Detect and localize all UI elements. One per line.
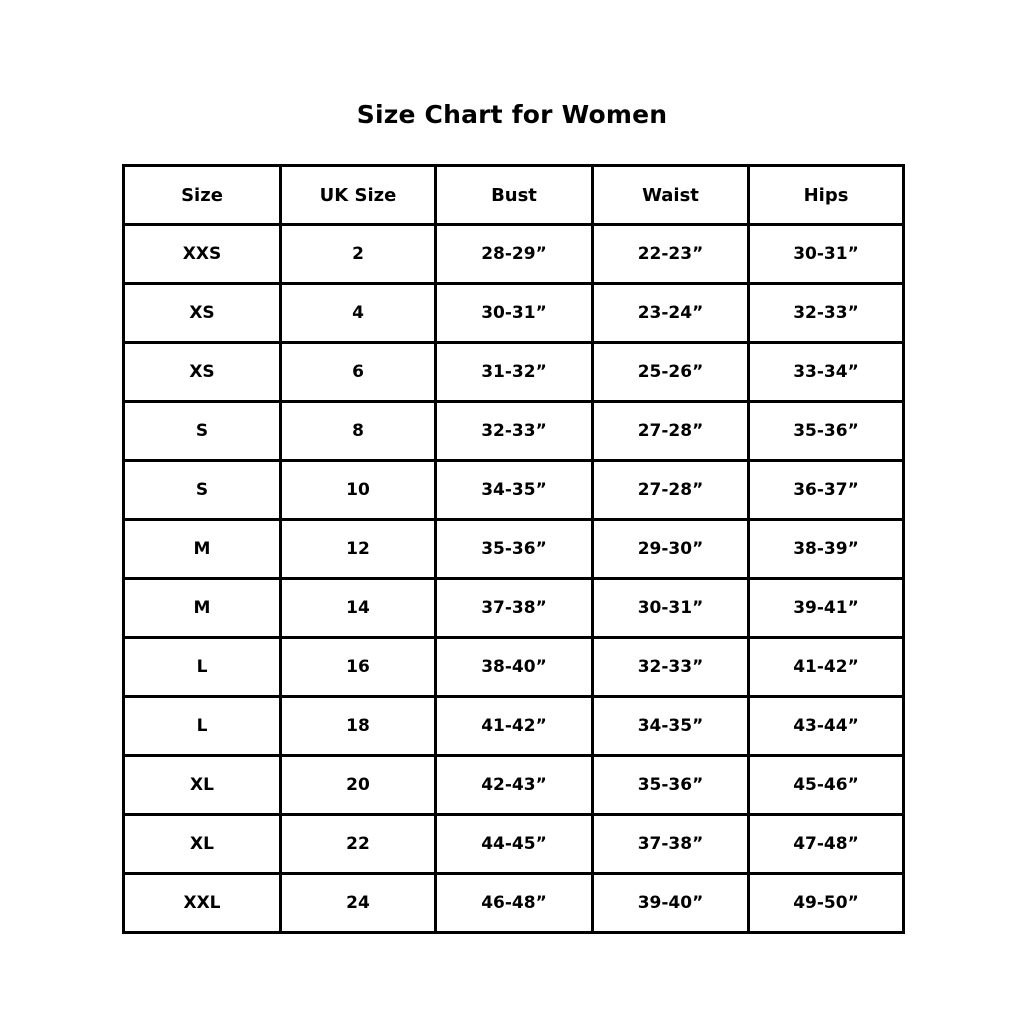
cell-size: M — [124, 520, 281, 579]
cell-hips: 39-41” — [749, 579, 904, 638]
cell-uk-size: 24 — [281, 874, 436, 933]
cell-size: L — [124, 638, 281, 697]
table-row — [124, 697, 904, 756]
cell-size: XXS — [124, 225, 281, 284]
cell-size: L — [124, 697, 281, 756]
cell-size: XS — [124, 284, 281, 343]
cell-bust: 32-33” — [436, 402, 593, 461]
column-header-hips: Hips — [749, 166, 904, 225]
table-row — [124, 225, 904, 284]
cell-waist: 25-26” — [593, 343, 749, 402]
cell-bust: 44-45” — [436, 815, 593, 874]
cell-bust: 34-35” — [436, 461, 593, 520]
cell-hips: 43-44” — [749, 697, 904, 756]
table-row — [124, 343, 904, 402]
cell-hips: 33-34” — [749, 343, 904, 402]
cell-uk-size: 2 — [281, 225, 436, 284]
cell-uk-size: 6 — [281, 343, 436, 402]
cell-hips: 36-37” — [749, 461, 904, 520]
cell-uk-size: 4 — [281, 284, 436, 343]
cell-size: XL — [124, 815, 281, 874]
column-header-bust: Bust — [436, 166, 593, 225]
cell-size: S — [124, 461, 281, 520]
cell-waist: 35-36” — [593, 756, 749, 815]
table-row — [124, 520, 904, 579]
cell-size: XXL — [124, 874, 281, 933]
cell-uk-size: 22 — [281, 815, 436, 874]
cell-uk-size: 12 — [281, 520, 436, 579]
cell-waist: 30-31” — [593, 579, 749, 638]
table-header-row — [124, 166, 904, 225]
cell-waist: 27-28” — [593, 461, 749, 520]
cell-bust: 37-38” — [436, 579, 593, 638]
column-header-waist: Waist — [593, 166, 749, 225]
column-header-uk-size: UK Size — [281, 166, 436, 225]
cell-waist: 22-23” — [593, 225, 749, 284]
size-chart-table — [122, 164, 905, 934]
cell-bust: 30-31” — [436, 284, 593, 343]
page-title: Size Chart for Women — [356, 100, 668, 129]
cell-bust: 35-36” — [436, 520, 593, 579]
cell-uk-size: 18 — [281, 697, 436, 756]
cell-uk-size: 14 — [281, 579, 436, 638]
cell-size: XL — [124, 756, 281, 815]
table-row — [124, 579, 904, 638]
cell-hips: 38-39” — [749, 520, 904, 579]
cell-waist: 34-35” — [593, 697, 749, 756]
table-row — [124, 638, 904, 697]
cell-size: M — [124, 579, 281, 638]
cell-waist: 29-30” — [593, 520, 749, 579]
cell-bust: 31-32” — [436, 343, 593, 402]
table-row — [124, 402, 904, 461]
size-table-container — [122, 164, 902, 934]
cell-hips: 30-31” — [749, 225, 904, 284]
cell-hips: 49-50” — [749, 874, 904, 933]
cell-bust: 41-42” — [436, 697, 593, 756]
cell-waist: 39-40” — [593, 874, 749, 933]
column-header-size: Size — [124, 166, 281, 225]
table-row — [124, 815, 904, 874]
cell-uk-size: 20 — [281, 756, 436, 815]
table-header — [124, 166, 904, 225]
cell-waist: 27-28” — [593, 402, 749, 461]
cell-waist: 37-38” — [593, 815, 749, 874]
cell-waist: 23-24” — [593, 284, 749, 343]
cell-size: S — [124, 402, 281, 461]
cell-hips: 32-33” — [749, 284, 904, 343]
cell-uk-size: 8 — [281, 402, 436, 461]
cell-hips: 45-46” — [749, 756, 904, 815]
cell-hips: 47-48” — [749, 815, 904, 874]
cell-bust: 38-40” — [436, 638, 593, 697]
table-row — [124, 284, 904, 343]
table-body — [124, 225, 904, 933]
cell-size: XS — [124, 343, 281, 402]
table-row — [124, 756, 904, 815]
cell-uk-size: 10 — [281, 461, 436, 520]
table-row — [124, 874, 904, 933]
cell-uk-size: 16 — [281, 638, 436, 697]
table-row — [124, 461, 904, 520]
cell-hips: 41-42” — [749, 638, 904, 697]
cell-bust: 46-48” — [436, 874, 593, 933]
cell-bust: 28-29” — [436, 225, 593, 284]
cell-bust: 42-43” — [436, 756, 593, 815]
cell-waist: 32-33” — [593, 638, 749, 697]
cell-hips: 35-36” — [749, 402, 904, 461]
